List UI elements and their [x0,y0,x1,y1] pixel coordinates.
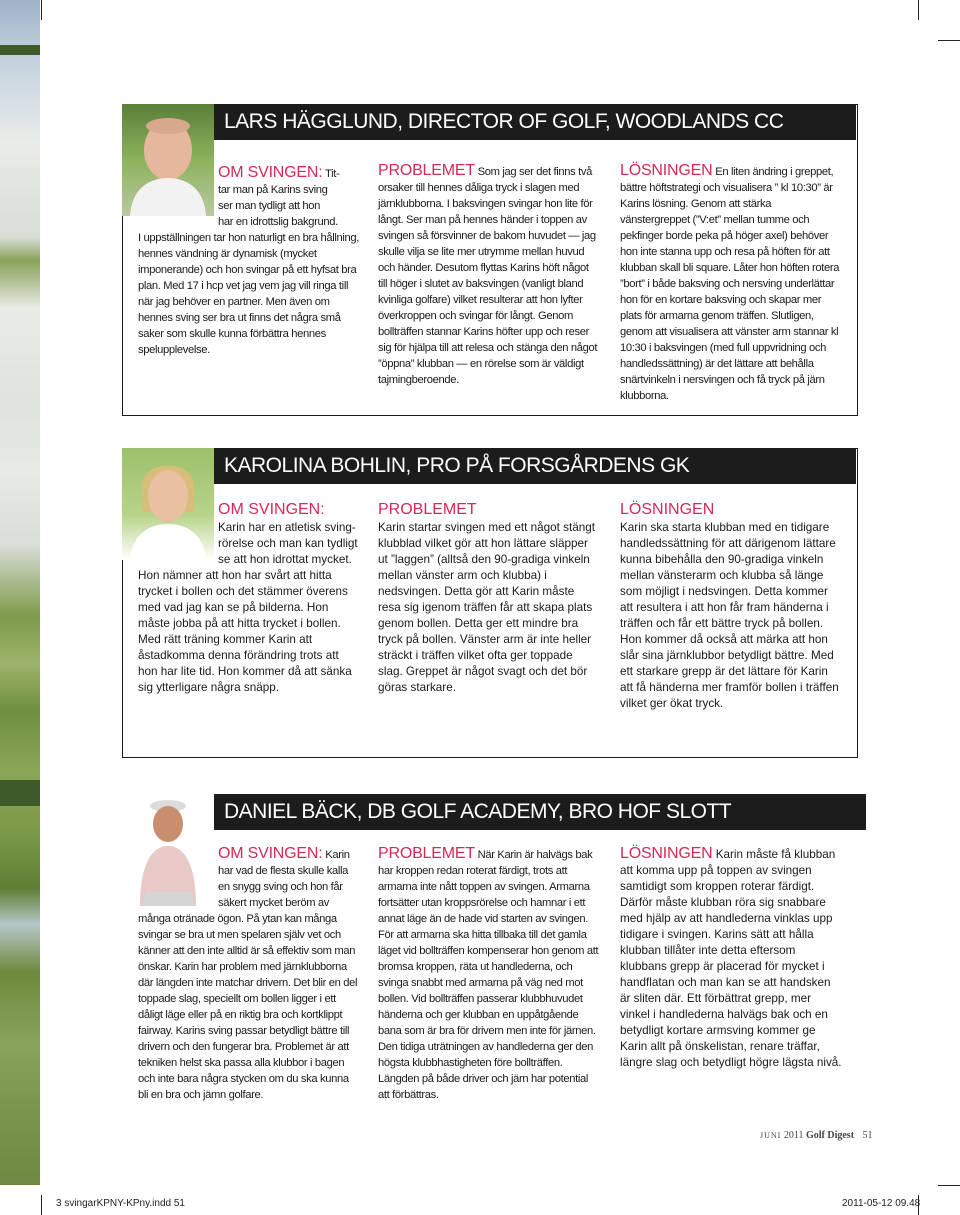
om-svingen-column [138,500,360,696]
footer-month: JUNI [760,1131,782,1140]
om-lead: Tit- [325,168,340,180]
om-line: Karin har en atletisk sving- [218,521,356,534]
om-line: se att hon idrottat mycket. [218,553,352,566]
om-heading: OM SVINGEN: [218,164,323,181]
crop-mark [41,0,42,20]
section-title: LARS HÄGGLUND, DIRECTOR OF GOLF, WOODLANDS CC [214,104,856,140]
footer-magazine: Golf Digest [805,1130,855,1141]
solution-body: En liten ändring i greppet, bättre höftstrategi och visualisera ” kl 10:30” är Karins lösning. Genom att stärka vänstergreppet (”V:et” mellan tumme och pekfinger borde peka på höger axel) behöver hon inte stanna upp och resa på höften för att klubban skall bli square. Låter hon höften rotera ”bort” i både baksving och nersving underlättar hon för en kortare baksving och skapar mer plats för armarna genom träffen. Slutligen, genom att visualisera att vänster arm stannar kl 10:30 i baksvingen (med full uppvridning och handledssättning) är det lättare att behålla snärtvinkeln i nersvingen och få tryck på järn klubborna. [620,166,840,402]
om-line: tar man på Karins sving [218,184,328,196]
om-body: Hon nämner att hon har svårt att hitta trycket i bollen och det stämmer överens med vad jag kan se på bilderna. Hon måste jobba på att hitta trycket i bollen. Med rätt träning kommer Karin att åstadkomma denna förändring trots att hon har lite tid. Hon kommer då att sänka sig ytterligare några snäpp. [138,569,352,694]
problem-column [378,163,600,388]
print-slug-file: 3 svingarKPNY-KPny.indd 51 [56,1198,185,1209]
page-footer [760,1130,873,1141]
footer-year: 2011 [783,1130,804,1141]
solution-heading: LÖSNINGEN [620,845,713,862]
om-body: I uppställningen tar hon naturligt en bra hållning, hennes vändning är dynamisk (mycket imponerande) och hon svingar på ett hyfsat bra plan. Med 17 i hcp vet jag vem jag vill ringa till när jag behöver en partner. Men även om hennes sving ser bra ut finns det några små saker som skulle kunna förbättra hennes spelupplevelse. [138,232,359,356]
problem-body: Som jag ser det finns två orsaker till hennes dåliga tryck i slagen med järnklubborna. I baksvingen svingar hon lite för långt. Ser man på hennes händer i toppen av svingen så försvinner de bakom huvudet — jag skulle vilja se lite mer utrymme mellan huvud och händer. Desutom flyttas Karins höft något till höger i slutet av baksvingen (vanligt bland kvinliga golfare) vilket resulterar att hon lyfter överkroppen och svingar för långt. Genom bollträffen stannar Karins höfter upp och reser sig för hjälpa till att relesa och stänga den något ”öppna” klubban — en rörelse som är väldigt tajmingberoende. [378,166,598,386]
solution-body: Karin måste få klubban att komma upp på toppen av svingen samtidigt som kroppen roterar färdigt. Därför måste klubban röra sig snabbare med hjälp av att handlederna vinklas upp tidigare i svingen. Karins sätt att hålla klubban tillåter inte detta eftersom klubbans grepp är placerad för mycket i handflatan och man kan se att handsken är sliten där. Ett förbättrat grepp, mer vinkel i handlederna halvägs bak och en betydligt kortare armsving kommer ge Karin allt på önskelistan, renare träffar, längre slag och betydligt högre lägsta nivå. [620,848,842,1069]
section-title: DANIEL BÄCK, DB GOLF ACADEMY, BRO HOF SLOTT [214,794,866,830]
solution-heading: LÖSNINGEN [620,162,713,179]
solution-column [620,500,842,712]
solution-column [620,163,842,404]
problem-body: När Karin är halvägs bak har kroppen redan roterat färdigt, trots att armarna inte nått toppen av svingen. Armarna fortsätter utan kroppsrörelse och hamnar i ett annat läge än de hade vid starten av svingen. För att armarna ska hitta tillbaka till det gamla läget vid bollträffen kompenserar hon genom att bromsa kroppen, räta ut handlederna, och svinga snabbt med armarna på väg ned mot bollen. Vid bollträffen passerar klubbhuvudet händerna och ger klubban en uppåtgående bana som är bra för drivern men inte för järnen. Den tidiga uträtningen av handlederna ger den högsta klubbhastigheten före bollträffen. Längden på både driver och järn har potential att förbättras. [378,849,599,1101]
problem-heading: PROBLEMET [378,162,475,179]
om-line: rörelse och man kan tydligt [218,537,358,550]
om-line: säkert mycket beröm av [218,897,330,909]
om-line: har en idrottslig bakgrund. [218,216,338,228]
om-line: ser man tydligt att hon [218,200,321,212]
problem-heading: PROBLEMET [378,845,475,862]
solution-body: Karin ska starta klubban med en tidigare handledssättning för att därigenom lättare kunna bibehålla den 90-gradiga vinkeln mellan vänsterarm och klubba så länge som möjligt i nedsvingen. Detta kommer att resultera i att hon får fram händerna i träffen och får ett bättre tryck på bollen. Hon kommer då också att märka att hon slår sina järnklubbor betydligt bättre. Med ett starkare grepp är det lättare för Karin att få händerna mer framför bollen i träffen vilket ger ökat tryck. [620,521,839,710]
section-title: KAROLINA BOHLIN, PRO PÅ FORSGÅRDENS GK [214,448,856,484]
om-line: en snygg sving och hon får [218,881,343,893]
solution-column [620,846,842,1071]
om-svingen-column [138,165,360,358]
om-body: många otränade ögon. På ytan kan många svingar se bra ut men spelaren själv vet och känner att den inte alltid är så effektiv som man önskar. Karin har problem med järnklubborna där längden inte matchar drivern. Det blir en del toppade slag, speciellt om bollen ligger i ett dåligt läge eller på en riktig bra och kortklippt fairway. Karins sving passar betydligt bättre till drivern och den fungerar bra. Problemet är att tekniken helst ska passa alla klubbor i bagen och inte bara några stycken om du ska kunna bli en bra och jämn golfare. [138,913,358,1101]
solution-heading: LÖSNINGEN [620,501,715,518]
bleed-photo-strip [0,0,40,1185]
crop-mark [918,0,919,20]
crop-mark [938,40,960,41]
print-slug-date: 2011-05-12 09.48 [842,1198,921,1209]
om-svingen-column [138,846,360,1103]
problem-column [378,500,600,696]
problem-body: Karin startar svingen med ett något stängt klubblad vilket gör att hon lättare släpper ut ”laggen” (alltså den 90-gradiga vinkeln mellan vänster arm och klubba) i nedsvingen. Detta gör att Karin måste resa sig igenom träffen får att skapa plats genom bollen. Detta ger ett mindre bra tryck på bollen. Vänster arm är inte heller sträckt i träffen vilket ofta ger toppade slag. Greppet är något svagt och det bör göras starkare. [378,521,595,694]
om-heading: OM SVINGEN: [218,845,323,862]
problem-heading: PROBLEMET [378,501,477,518]
om-heading: OM SVINGEN: [218,501,325,518]
crop-mark [938,1185,960,1186]
problem-column [378,846,600,1103]
footer-page-number: 51 [862,1130,873,1141]
om-lead: Karin [325,849,350,861]
crop-mark [41,1195,42,1215]
om-line: har vad de flesta skulle kalla [218,865,349,877]
